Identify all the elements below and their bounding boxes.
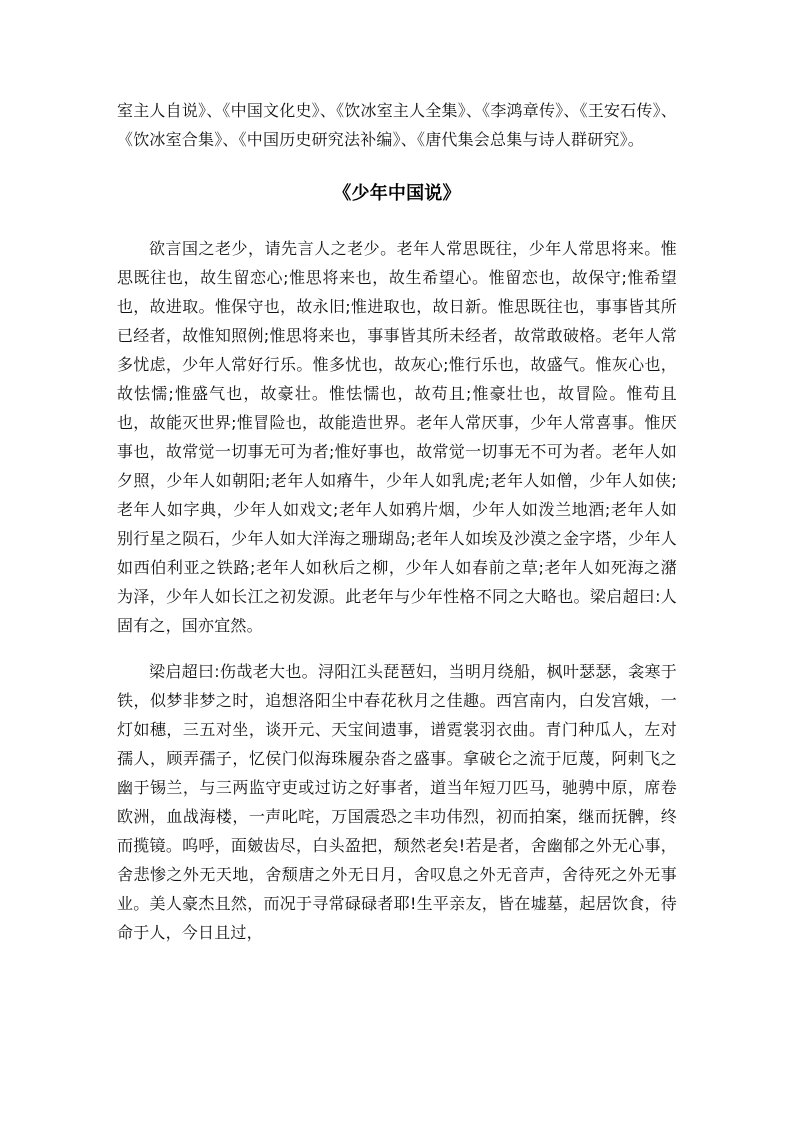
intro-paragraph: 室主人自说》、《中国文化史》、《饮冰室主人全集》、《李鸿章传》、《王安石传》、《饮冰室合集》、《中国历史研究法补编》、《唐代集会总集与诗人群研究》。 [117,101,677,149]
body-paragraph-2: 梁启超曰:伤哉老大也。浔阳江头琵琶妇，当明月绕船，枫叶瑟瑟，衾寒于铁，似梦非梦之时，追想洛阳尘中春花秋月之佳趣。西宫南内，白发宫娥，一灯如穗，三五对坐，谈开元、天宝间遗事，谱霓裳羽衣曲。青门种瓜人，左对孺人，顾弄孺子，忆侯门似海珠履杂沓之盛事。拿破仑之流于厄蔑，阿剌飞之幽于锡兰，与三两监守吏或过访之好事者，道当年短刀匹马，驰骋中原，席卷欧洲，血战海楼，一声叱咤，万国震恐之丰功伟烈，初而拍案，继而抚髀，终而揽镜。呜呼，面皴齿尽，白头盈把，颓然老矣!若是者，舍幽郁之外无心事，舍悲惨之外无天地，舍颓唐之外无日月，舍叹息之外无音声，舍待死之外无事业。美人豪杰且然，而况于寻常碌碌者耶!生平亲友，皆在墟墓，起居饮食，待命于人，今日且过， [117,662,677,942]
essay-title: 《少年中国说》 [333,183,461,204]
body-paragraph-1: 欲言国之老少，请先言人之老少。老年人常思既往，少年人常思将来。惟思既往也，故生留恋心;惟思将来也，故生希望心。惟留恋也，故保守;惟希望也，故进取。惟保守也，故永旧;惟进取也，故日新。惟思既往也，事事皆其所已经者，故惟知照例;惟思将来也，事事皆其所未经者，故常敢破格。老年人常多忧虑，少年人常好行乐。惟多忧也，故灰心;惟行乐也，故盛气。惟灰心也，故怯懦;惟盛气也，故豪壮。惟怯懦也，故苟且;惟豪壮也，故冒险。惟苟且也，故能灭世界;惟冒险也，故能造世界。老年人常厌事，少年人常喜事。惟厌事也，故常觉一切事无可为者;惟好事也，故常觉一切事无不可为者。老年人如夕照，少年人如朝阳;老年人如瘠牛，少年人如乳虎;老年人如僧，少年人如侠;老年人如字典，少年人如戏文;老年人如鸦片烟，少年人如泼兰地酒;老年人如别行星之陨石，少年人如大洋海之珊瑚岛;老年人如埃及沙漠之金字塔，少年人如西伯利亚之铁路;老年人如秋后之柳，少年人如春前之草;老年人如死海之潴为泽，少年人如长江之初发源。此老年与少年性格不同之大略也。梁启超曰:人固有之，国亦宜然。 [117,239,677,635]
document-body [117,96,677,947]
